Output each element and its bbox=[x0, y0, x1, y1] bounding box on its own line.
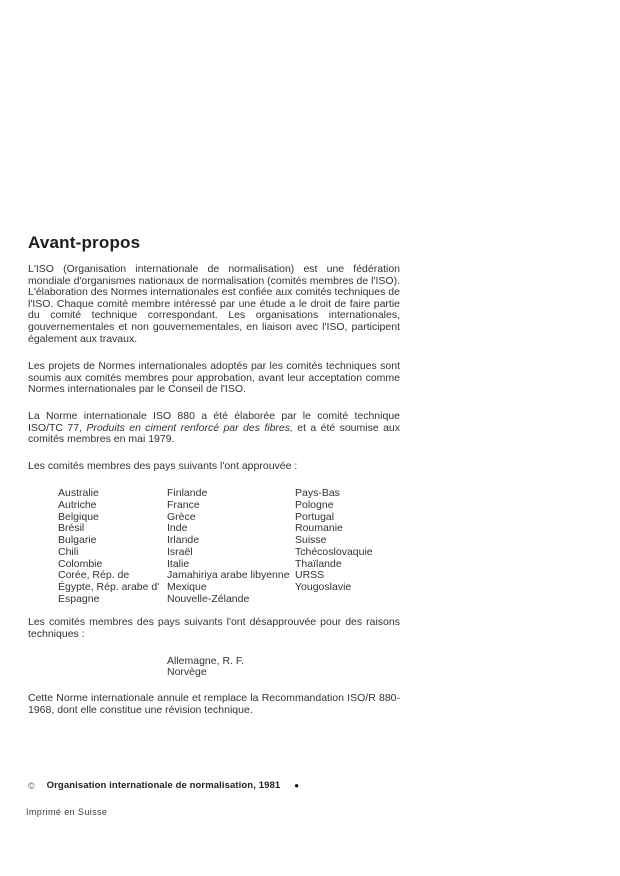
country-name: Pays-Bas bbox=[295, 487, 340, 500]
paragraph-draft-approval: Les projets de Normes internationales adoptés par les comités techniques sont soumis aux comités membres pour approbation, avant leur acceptation comme Normes internationales par le Conseil de l'ISO. bbox=[28, 360, 400, 396]
copyright-text: Organisation internationale de normalisation, 1981 bbox=[46, 780, 281, 791]
country-name: Finlande bbox=[167, 487, 208, 500]
approved-countries-intro: Les comités membres des pays suivants l'ont approuvée : bbox=[28, 459, 298, 472]
standard-origin-before: La Norme internationale ISO 880 a été élaborée par le comité technique ISO/TC 77, bbox=[28, 409, 400, 434]
country-name: Nouvelle-Zélande bbox=[167, 592, 250, 605]
approved-countries-column-1 bbox=[58, 488, 167, 605]
approved-countries-column-3 bbox=[295, 488, 400, 605]
foreword-section bbox=[28, 233, 400, 731]
country-name: Roumanie bbox=[295, 522, 343, 535]
paragraph-revision: Cette Norme internationale annule et remplace la Recommandation ISO/R 880-1968, dont elle constitue une révision technique. bbox=[28, 691, 400, 716]
country-name: France bbox=[167, 499, 200, 512]
country-name: Australie bbox=[58, 487, 99, 500]
country-name: Brésil bbox=[58, 522, 85, 535]
country-name: Suisse bbox=[295, 534, 327, 547]
country-name: Tchécoslovaquie bbox=[295, 545, 373, 558]
approved-countries-list bbox=[58, 488, 400, 605]
copyright-icon: © bbox=[28, 781, 35, 791]
country-name: Yougoslavie bbox=[295, 580, 352, 593]
country-name: Bulgarie bbox=[58, 534, 97, 547]
approved-countries-column-2 bbox=[167, 488, 295, 605]
country-name: Pologne bbox=[295, 499, 334, 512]
country-name: Portugal bbox=[295, 510, 335, 523]
country-name: Thaïlande bbox=[295, 557, 342, 570]
paragraph-iso-federation: L'ISO (Organisation internationale de normalisation) est une fédération mondiale d'organismes nationaux de normalisation (comités membres de l'ISO). L'élaboration des Normes internationales est confiée aux comités techniques de l'ISO. Chaque comité membre intéressé par une étude a le droit de faire partie du comité technique correspondant. Les organisations internationales, gouvernementales et non gouvernementales, en liaison avec l'ISO, participent également aux travaux. bbox=[28, 263, 400, 345]
copyright-line bbox=[28, 780, 299, 792]
standard-title-italic: Produits en ciment renforcé par des fibres, bbox=[86, 421, 293, 434]
country-name: Jamahiriya arabe libyenne bbox=[167, 569, 290, 582]
country-name: Israël bbox=[167, 545, 193, 558]
bullet-icon: ● bbox=[294, 781, 300, 790]
standard-origin-after: et a été soumise aux comités membres en mai 1979. bbox=[28, 421, 400, 446]
printed-in-note: Imprimé en Suisse bbox=[26, 807, 108, 817]
country-name: Norvège bbox=[167, 666, 207, 679]
country-name: Autriche bbox=[58, 499, 97, 512]
country-name: Mexique bbox=[167, 580, 207, 593]
country-name: Inde bbox=[167, 522, 188, 535]
country-name: Corée, Rép. de bbox=[58, 569, 130, 582]
paragraph-standard-origin bbox=[28, 411, 400, 446]
country-name: Grèce bbox=[167, 510, 196, 523]
disapproved-countries-list bbox=[167, 656, 400, 679]
country-name: URSS bbox=[295, 569, 325, 582]
country-name: Allemagne, R. F. bbox=[167, 654, 245, 667]
country-name: Italie bbox=[167, 557, 190, 570]
country-name: Espagne bbox=[58, 592, 100, 605]
country-name: Égypte, Rép. arabe d' bbox=[58, 580, 160, 593]
country-name: Irlande bbox=[167, 534, 200, 547]
country-name: Colombie bbox=[58, 557, 103, 570]
country-name: Belgique bbox=[58, 510, 99, 523]
country-name: Chili bbox=[58, 545, 79, 558]
disapproved-countries-intro: Les comités membres des pays suivants l'ont désapprouvée pour des raisons techniques : bbox=[28, 616, 400, 640]
page-title: Avant-propos bbox=[28, 233, 141, 252]
